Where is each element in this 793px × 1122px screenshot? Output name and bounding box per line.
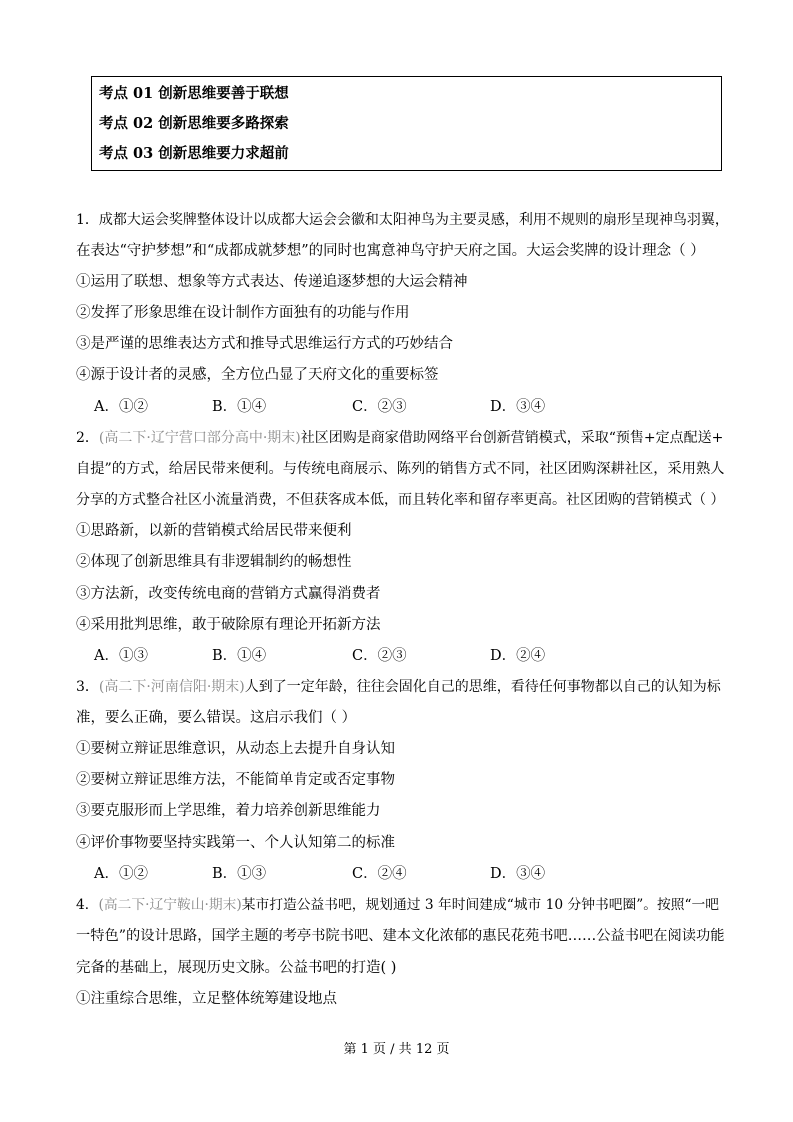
- q1-option-c: C．②③: [352, 399, 407, 415]
- q3-stem-text: 人到了一定年龄，往往会固化自己的思维，看待任何事物都以自己的认知为标: [244, 679, 721, 695]
- topic-3: 考点 03 创新思维要力求超前: [99, 145, 289, 162]
- q1-statement-4: ④源于设计者的灵感，全方位凸显了天府文化的重要标签: [76, 367, 439, 383]
- q1-statement-2: ②发挥了形象思维在设计制作方面独有的功能与作用: [76, 305, 410, 321]
- q3-stem-line-1: [76, 677, 721, 697]
- q4-stem-line-1: [76, 895, 719, 915]
- q4-stem-line-3: 完备的基础上，展现历史文脉。公益书吧的打造( ): [76, 960, 397, 976]
- q1-stem-line-1: 1．成都大运会奖牌整体设计以成都大运会会徽和太阳神鸟为主要灵感，利用不规则的扇形呈现神鸟羽翼，: [76, 212, 729, 228]
- q2-number: 2．: [76, 430, 99, 446]
- q3-statement-2: ②要树立辩证思维方法，不能简单肯定或否定事物: [76, 772, 395, 788]
- topic-2: 考点 02 创新思维要多路探索: [99, 115, 289, 132]
- q2-option-a: A．①③: [94, 648, 148, 664]
- q1-option-a: A．①②: [94, 399, 148, 415]
- q3-option-a: A．①②: [94, 866, 148, 882]
- q2-statement-4: ④采用批判思维，敢于破除原有理论开拓新方法: [76, 617, 381, 633]
- q3-statement-4: ④评价事物要坚持实践第一、个人认知第二的标准: [76, 835, 395, 851]
- q2-stem-line-1: [76, 428, 723, 448]
- q2-stem-line-3: 分享的方式整合社区小流量消费，不但获客成本低，而且转化率和留存率更高。社区团购的营销模式（ ）: [76, 492, 725, 508]
- page-footer: 第 1 页 / 共 12 页: [343, 1042, 450, 1057]
- q3-source: (高二下·河南信阳·期末): [98, 679, 245, 695]
- q2-option-b: B．①④: [212, 648, 267, 664]
- topics-box: [91, 76, 722, 171]
- q1-option-d: D．③④: [490, 399, 546, 415]
- q2-option-c: C．②③: [352, 648, 407, 664]
- q4-source: (高二下·辽宁鞍山·期末): [98, 897, 242, 913]
- q2-statement-3: ③方法新，改变传统电商的营销方式赢得消费者: [76, 586, 381, 602]
- q1-statement-3: ③是严谨的思维表达方式和推导式思维运行方式的巧妙结合: [76, 336, 453, 352]
- q3-statement-3: ③要克服形而上学思维，着力培养创新思维能力: [76, 803, 381, 819]
- q4-statement-1: ①注重综合思维，立足整体统筹建设地点: [76, 991, 337, 1007]
- q3-option-c: C．②④: [352, 866, 407, 882]
- q2-stem-line-2: 自提”的方式，给居民带来便利。与传统电商展示、陈列的销售方式不同，社区团购深耕社区，采用熟人: [76, 461, 725, 477]
- q2-statement-1: ①思路新，以新的营销模式给居民带来便利: [76, 523, 352, 539]
- q4-number: 4．: [76, 897, 99, 913]
- q2-stem-text: 社区团购是商家借助网络平台创新营销模式，采取“预售+定点配送+: [300, 430, 724, 446]
- q1-option-b: B．①④: [212, 399, 267, 415]
- q4-stem-text: 某市打造公益书吧，规划通过 3 年时间建成“城市 10 分钟书吧圈”。按照“一吧: [241, 897, 720, 913]
- q3-number: 3．: [76, 679, 99, 695]
- q3-option-b: B．①③: [212, 866, 267, 882]
- q4-stem-line-2: 一特色”的设计思路，国学主题的考亭书院书吧、建本文化浓郁的惠民花苑书吧……公益书吧在阅读功能: [76, 928, 725, 944]
- q2-statement-2: ②体现了创新思维具有非逻辑制约的畅想性: [76, 554, 352, 570]
- q1-stem-line-2: 在表达“守护梦想”和“成都成就梦想”的同时也寓意神鸟守护天府之国。大运会奖牌的设计理念（ ）: [76, 243, 705, 259]
- q2-option-d: D．②④: [490, 648, 546, 664]
- q2-source: (高二下·辽宁营口部分高中·期末): [98, 430, 301, 446]
- q3-option-d: D．③④: [490, 866, 546, 882]
- q3-statement-1: ①要树立辩证思维意识，从动态上去提升自身认知: [76, 741, 395, 757]
- q1-statement-1: ①运用了联想、想象等方式表达、传递追逐梦想的大运会精神: [76, 274, 468, 290]
- q3-stem-line-2: 准，要么正确，要么错误。这启示我们（ ）: [76, 710, 357, 726]
- topic-1: 考点 01 创新思维要善于联想: [99, 85, 289, 102]
